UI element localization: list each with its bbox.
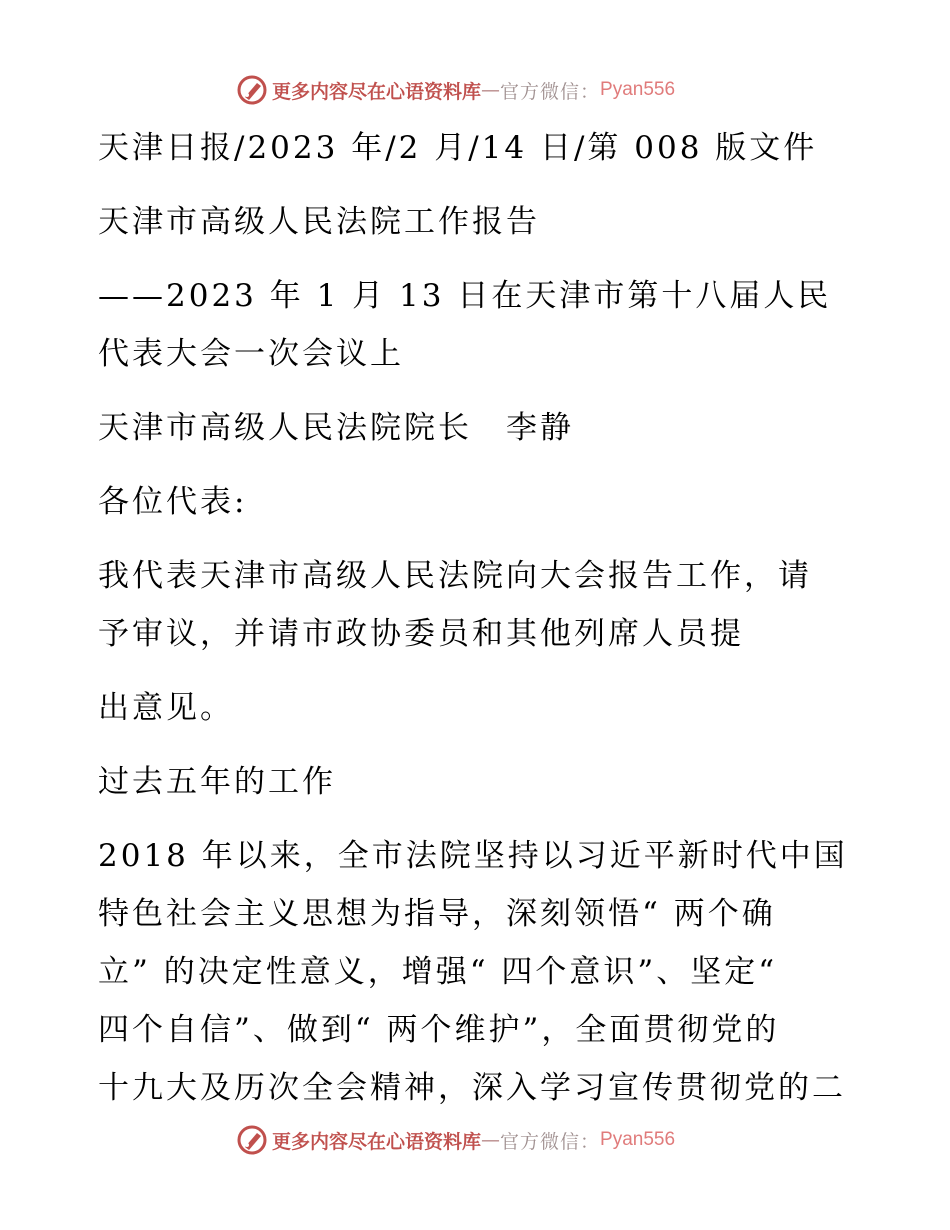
watermark-id: Pyan556 <box>600 79 676 100</box>
text-line-para-2a: 2018 年以来，全市法院坚持以习近平新时代中国 <box>98 838 848 874</box>
text-line-salutation: 各位代表: <box>98 484 248 520</box>
watermark-text: 更多内容尽在心语资料库 <box>272 1130 482 1153</box>
text-line-para-1a: 我代表天津市高级人民法院向大会报告工作，请 <box>98 558 812 594</box>
watermark-text: 更多内容尽在心语资料库 <box>272 80 482 103</box>
text-line-para-2b: 特色社会主义思想为指导，深刻领悟“ 两个确 <box>98 896 776 932</box>
header-watermark <box>236 72 675 108</box>
text-line-subtitle-1: ——2023 年 1 月 13 日在天津市第十八届人民 <box>98 278 832 314</box>
text-line-section-heading: 过去五年的工作 <box>98 764 336 800</box>
text-line-para-2d: 四个自信”、做到“ 两个维护”，全面贯彻党的 <box>98 1012 780 1048</box>
watermark-official: 官方微信： <box>500 80 601 103</box>
text-line-para-1b: 予审议，并请市政协委员和其他列席人员提 <box>98 616 744 652</box>
watermark-separator: — <box>481 79 501 101</box>
watermark-separator: — <box>481 1129 501 1151</box>
text-line-para-2e: 十九大及历次全会精神，深入学习宣传贯彻党的二 <box>98 1070 846 1106</box>
pen-logo-icon <box>236 1124 268 1156</box>
text-line-source: 天津日报/2023 年/2 月/14 日/第 008 版文件 <box>98 130 818 166</box>
text-line-para-1c: 出意见。 <box>98 690 234 726</box>
watermark-official: 官方微信： <box>500 1130 601 1153</box>
pen-logo-icon <box>236 74 268 106</box>
watermark-id: Pyan556 <box>600 1129 676 1150</box>
text-line-title: 天津市高级人民法院工作报告 <box>98 204 540 240</box>
text-line-subtitle-2: 代表大会一次会议上 <box>98 336 404 372</box>
footer-watermark <box>236 1122 675 1158</box>
text-line-para-2c: 立” 的决定性意义，增强“ 四个意识”、坚定“ <box>98 954 778 990</box>
text-line-author: 天津市高级人民法院院长 李静 <box>98 410 574 446</box>
